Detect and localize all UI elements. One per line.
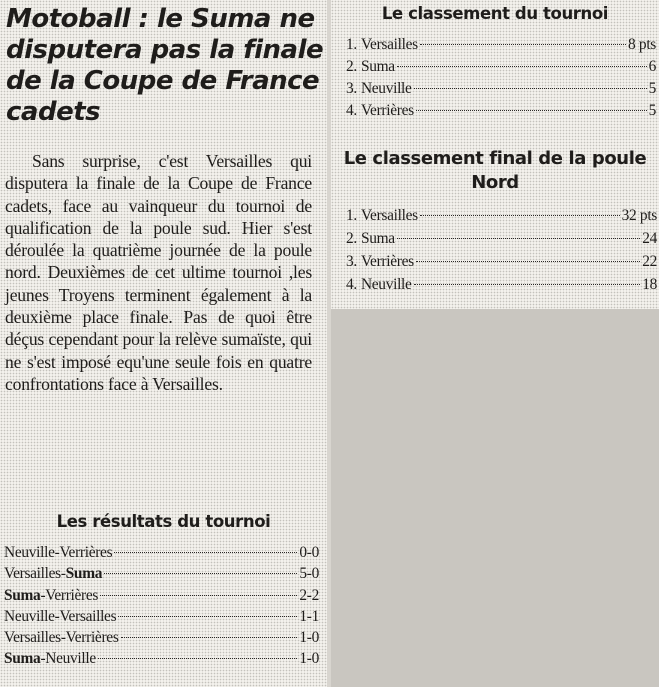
away-team: Verrières [45, 586, 99, 604]
rank-number: 4. [346, 276, 357, 293]
dot-leader [416, 261, 640, 262]
home-team: Suma [4, 586, 41, 604]
tournament-ranking-list [346, 34, 656, 122]
team-name: Suma [360, 230, 395, 247]
rank-number: 2. [346, 58, 357, 75]
team-name: Neuville [360, 276, 412, 293]
team-points: 8 pts [627, 36, 656, 53]
dot-leader [414, 88, 647, 89]
dot-leader [397, 66, 647, 67]
dot-leader [121, 637, 298, 638]
ranking-row [346, 204, 657, 227]
home-team: Neuville [4, 544, 55, 561]
away-team: Verrières [65, 629, 119, 647]
ranking-row [346, 250, 657, 273]
team-name: Verrières [360, 102, 414, 119]
home-team: Neuville [4, 607, 55, 625]
rank-number: 2. [346, 230, 357, 247]
team-points: 18 [642, 276, 657, 293]
match-score: 5-0 [299, 565, 319, 583]
home-team: Suma [4, 650, 41, 668]
ranking-row [346, 227, 657, 250]
team-points: 32 pts [621, 207, 657, 224]
dot-leader [397, 238, 640, 239]
team-name: Versailles [360, 207, 418, 224]
ranking-row [346, 78, 656, 100]
ranking-row [346, 34, 656, 56]
result-row [4, 563, 319, 584]
team-name: Versailles [360, 36, 418, 53]
match-score: 1-0 [299, 629, 319, 647]
team-points: 22 [642, 253, 657, 270]
rank-number: 3. [346, 80, 357, 97]
team-points: 5 [648, 102, 656, 119]
match-score: 0-0 [299, 544, 319, 561]
dot-leader [420, 44, 626, 45]
final-ranking-title: Le classement final de la poule Nord [343, 148, 647, 193]
final-ranking-list [346, 204, 657, 296]
team-separator: - [40, 650, 46, 668]
team-points: 24 [642, 230, 657, 247]
match-score: 2-2 [299, 586, 319, 604]
team-points: 6 [648, 58, 656, 75]
home-team: Versailles [4, 565, 61, 583]
ranking-row [346, 100, 656, 122]
match-score: 1-0 [299, 650, 319, 668]
match-score: 1-1 [299, 607, 319, 625]
dot-leader [100, 595, 297, 596]
team-separator: - [60, 565, 66, 583]
article-clipping [0, 0, 327, 687]
ranking-row [346, 273, 657, 296]
team-name: Suma [360, 58, 395, 75]
team-separator: - [54, 544, 60, 561]
article-body: Sans surprise, c'est Versailles qui disputera la finale de la Coupe de France cadets, face au vainqueur du tournoi de qualification de la poule sud. Hier s'est déroulée la quatrième journée de la poule nord. Deuxièmes de cet ultime tournoi ,les jeunes Troyens terminent également à la deuxième place finale. Pas de quoi être déçus cependant pour la relève sumaïste, qui ne s'est imposé equ'une seule fois en quatre confrontations face à Versailles. [5, 151, 312, 394]
article-headline: Motoball : le Suma ne disputera pas la finale de la Coupe de France cadets [6, 4, 324, 127]
result-row [4, 627, 319, 648]
team-name: Neuville [360, 80, 412, 97]
team-points: 5 [648, 80, 656, 97]
team-name: Verrières [360, 253, 414, 270]
ranking-clipping [331, 0, 659, 309]
dot-leader [420, 215, 620, 216]
rank-number: 4. [346, 102, 357, 119]
tournament-ranking-title: Le classement du tournoi [381, 4, 609, 23]
rank-number: 1. [346, 207, 357, 224]
team-separator: - [54, 607, 60, 625]
dot-leader [416, 110, 647, 111]
away-team: Neuville [45, 650, 96, 668]
rank-number: 3. [346, 253, 357, 270]
ranking-row [346, 56, 656, 78]
dot-leader [118, 616, 297, 617]
home-team: Versailles [4, 629, 61, 647]
result-row [4, 648, 319, 669]
dot-leader [104, 573, 297, 574]
results-list [4, 542, 319, 670]
team-separator: - [60, 629, 66, 647]
away-team: Versailles [59, 607, 117, 625]
dot-leader [98, 658, 298, 659]
rank-number: 1. [346, 36, 357, 53]
result-row [4, 606, 319, 627]
away-team: Suma [65, 565, 103, 583]
team-separator: - [40, 586, 46, 604]
dot-leader [114, 552, 297, 553]
away-team: Verrières [59, 544, 113, 561]
result-row [4, 585, 319, 606]
result-row [4, 542, 319, 563]
results-title: Les résultats du tournoi [56, 512, 271, 531]
dot-leader [414, 284, 641, 285]
